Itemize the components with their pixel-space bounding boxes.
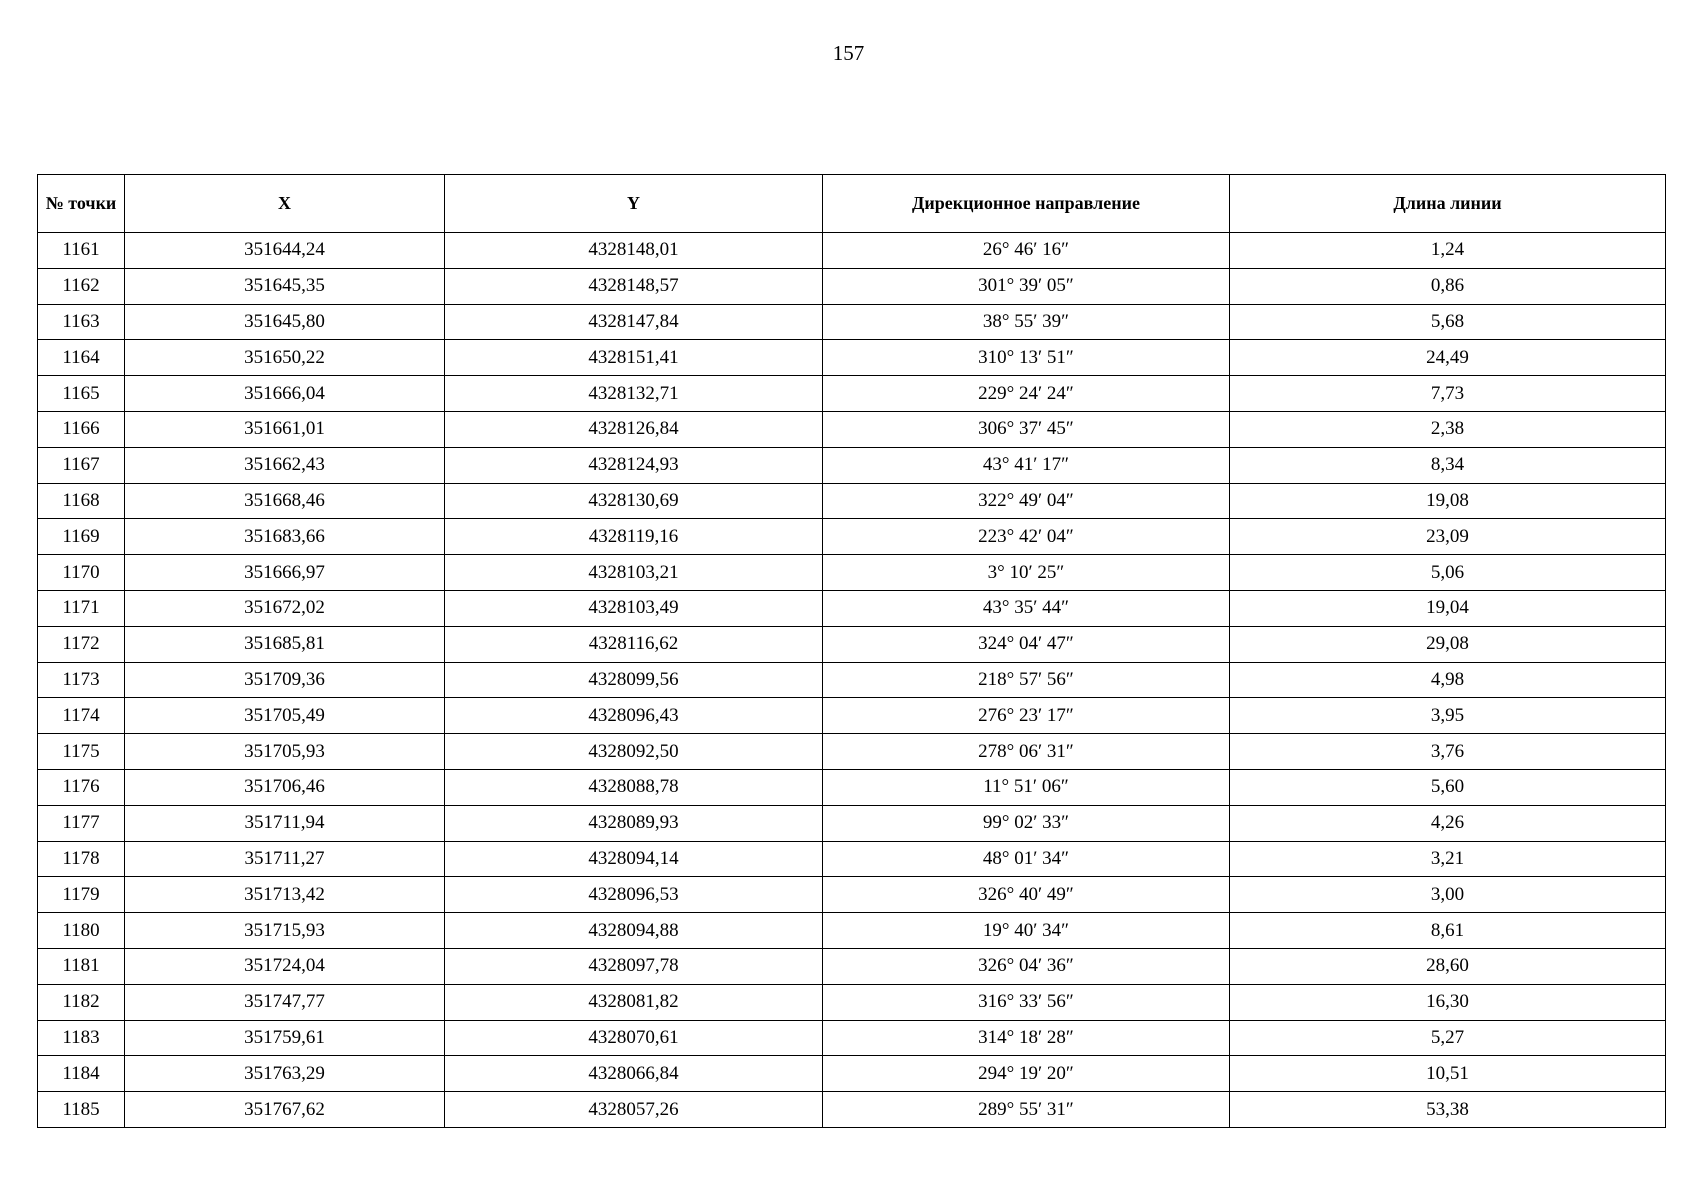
- table-row: [38, 376, 1666, 412]
- cell-x: 351644,24: [125, 233, 445, 269]
- cell-length: 19,04: [1230, 590, 1666, 626]
- cell-x: 351747,77: [125, 984, 445, 1020]
- cell-y: 4328126,84: [445, 411, 823, 447]
- cell-direction: 289° 55′ 31″: [823, 1092, 1230, 1128]
- cell-point-number: 1181: [38, 948, 125, 984]
- cell-y: 4328103,49: [445, 590, 823, 626]
- cell-y: 4328070,61: [445, 1020, 823, 1056]
- table-row: [38, 1020, 1666, 1056]
- cell-y: 4328097,78: [445, 948, 823, 984]
- cell-y: 4328130,69: [445, 483, 823, 519]
- cell-point-number: 1174: [38, 698, 125, 734]
- cell-point-number: 1176: [38, 769, 125, 805]
- table-row: [38, 447, 1666, 483]
- table-row: [38, 590, 1666, 626]
- cell-direction: 324° 04′ 47″: [823, 626, 1230, 662]
- table-row: [38, 805, 1666, 841]
- cell-point-number: 1165: [38, 376, 125, 412]
- cell-y: 4328148,01: [445, 233, 823, 269]
- table-row: [38, 555, 1666, 591]
- table-row: [38, 984, 1666, 1020]
- cell-length: 53,38: [1230, 1092, 1666, 1128]
- cell-direction: 322° 49′ 04″: [823, 483, 1230, 519]
- table-row: [38, 233, 1666, 269]
- table-row: [38, 948, 1666, 984]
- cell-length: 4,98: [1230, 662, 1666, 698]
- cell-y: 4328096,43: [445, 698, 823, 734]
- cell-direction: 326° 40′ 49″: [823, 877, 1230, 913]
- cell-length: 23,09: [1230, 519, 1666, 555]
- cell-length: 2,38: [1230, 411, 1666, 447]
- cell-length: 24,49: [1230, 340, 1666, 376]
- table-header-row: [38, 175, 1666, 233]
- cell-x: 351763,29: [125, 1056, 445, 1092]
- cell-length: 29,08: [1230, 626, 1666, 662]
- table-row: [38, 769, 1666, 805]
- cell-direction: 38° 55′ 39″: [823, 304, 1230, 340]
- cell-point-number: 1169: [38, 519, 125, 555]
- cell-length: 19,08: [1230, 483, 1666, 519]
- cell-x: 351709,36: [125, 662, 445, 698]
- table-body: [38, 233, 1666, 1128]
- table-row: [38, 268, 1666, 304]
- cell-length: 4,26: [1230, 805, 1666, 841]
- cell-x: 351666,04: [125, 376, 445, 412]
- cell-point-number: 1175: [38, 734, 125, 770]
- cell-point-number: 1180: [38, 913, 125, 949]
- table-row: [38, 913, 1666, 949]
- cell-length: 3,95: [1230, 698, 1666, 734]
- cell-y: 4328081,82: [445, 984, 823, 1020]
- table-row: [38, 877, 1666, 913]
- cell-length: 5,27: [1230, 1020, 1666, 1056]
- cell-y: 4328099,56: [445, 662, 823, 698]
- cell-x: 351661,01: [125, 411, 445, 447]
- table-row: [38, 698, 1666, 734]
- cell-y: 4328116,62: [445, 626, 823, 662]
- table-row: [38, 483, 1666, 519]
- cell-direction: 218° 57′ 56″: [823, 662, 1230, 698]
- cell-y: 4328148,57: [445, 268, 823, 304]
- cell-length: 8,61: [1230, 913, 1666, 949]
- cell-point-number: 1173: [38, 662, 125, 698]
- cell-y: 4328092,50: [445, 734, 823, 770]
- cell-y: 4328057,26: [445, 1092, 823, 1128]
- cell-point-number: 1161: [38, 233, 125, 269]
- cell-point-number: 1172: [38, 626, 125, 662]
- table-row: [38, 734, 1666, 770]
- cell-direction: 11° 51′ 06″: [823, 769, 1230, 805]
- cell-point-number: 1171: [38, 590, 125, 626]
- cell-point-number: 1178: [38, 841, 125, 877]
- header-length: Длина линии: [1230, 175, 1666, 233]
- cell-direction: 229° 24′ 24″: [823, 376, 1230, 412]
- cell-direction: 326° 04′ 36″: [823, 948, 1230, 984]
- cell-direction: 43° 41′ 17″: [823, 447, 1230, 483]
- cell-y: 4328088,78: [445, 769, 823, 805]
- cell-direction: 26° 46′ 16″: [823, 233, 1230, 269]
- table-row: [38, 411, 1666, 447]
- cell-x: 351683,66: [125, 519, 445, 555]
- cell-length: 3,76: [1230, 734, 1666, 770]
- cell-x: 351724,04: [125, 948, 445, 984]
- cell-length: 5,68: [1230, 304, 1666, 340]
- cell-x: 351767,62: [125, 1092, 445, 1128]
- cell-length: 8,34: [1230, 447, 1666, 483]
- cell-length: 10,51: [1230, 1056, 1666, 1092]
- cell-direction: 294° 19′ 20″: [823, 1056, 1230, 1092]
- cell-point-number: 1177: [38, 805, 125, 841]
- cell-x: 351672,02: [125, 590, 445, 626]
- cell-y: 4328066,84: [445, 1056, 823, 1092]
- header-y: Y: [445, 175, 823, 233]
- table-row: [38, 304, 1666, 340]
- table-row: [38, 340, 1666, 376]
- cell-x: 351711,27: [125, 841, 445, 877]
- cell-x: 351759,61: [125, 1020, 445, 1056]
- cell-y: 4328089,93: [445, 805, 823, 841]
- cell-length: 5,60: [1230, 769, 1666, 805]
- header-direction: Дирекционное направление: [823, 175, 1230, 233]
- cell-direction: 99° 02′ 33″: [823, 805, 1230, 841]
- cell-x: 351662,43: [125, 447, 445, 483]
- cell-direction: 301° 39′ 05″: [823, 268, 1230, 304]
- cell-direction: 43° 35′ 44″: [823, 590, 1230, 626]
- cell-length: 16,30: [1230, 984, 1666, 1020]
- cell-x: 351685,81: [125, 626, 445, 662]
- cell-length: 5,06: [1230, 555, 1666, 591]
- cell-point-number: 1182: [38, 984, 125, 1020]
- cell-direction: 314° 18′ 28″: [823, 1020, 1230, 1056]
- cell-length: 1,24: [1230, 233, 1666, 269]
- cell-length: 28,60: [1230, 948, 1666, 984]
- cell-y: 4328124,93: [445, 447, 823, 483]
- cell-y: 4328132,71: [445, 376, 823, 412]
- cell-x: 351713,42: [125, 877, 445, 913]
- cell-point-number: 1179: [38, 877, 125, 913]
- cell-direction: 316° 33′ 56″: [823, 984, 1230, 1020]
- cell-length: 3,00: [1230, 877, 1666, 913]
- table-row: [38, 519, 1666, 555]
- header-point-number: № точки: [38, 175, 125, 233]
- cell-direction: 276° 23′ 17″: [823, 698, 1230, 734]
- cell-point-number: 1166: [38, 411, 125, 447]
- cell-y: 4328094,88: [445, 913, 823, 949]
- cell-y: 4328094,14: [445, 841, 823, 877]
- cell-direction: 310° 13′ 51″: [823, 340, 1230, 376]
- table-row: [38, 1092, 1666, 1128]
- cell-point-number: 1168: [38, 483, 125, 519]
- cell-direction: 278° 06′ 31″: [823, 734, 1230, 770]
- cell-direction: 19° 40′ 34″: [823, 913, 1230, 949]
- coordinates-table: [37, 174, 1666, 1128]
- cell-length: 7,73: [1230, 376, 1666, 412]
- cell-y: 4328147,84: [445, 304, 823, 340]
- cell-y: 4328151,41: [445, 340, 823, 376]
- cell-direction: 306° 37′ 45″: [823, 411, 1230, 447]
- cell-x: 351668,46: [125, 483, 445, 519]
- cell-length: 3,21: [1230, 841, 1666, 877]
- cell-point-number: 1183: [38, 1020, 125, 1056]
- cell-direction: 3° 10′ 25″: [823, 555, 1230, 591]
- table-row: [38, 1056, 1666, 1092]
- cell-x: 351705,49: [125, 698, 445, 734]
- cell-point-number: 1170: [38, 555, 125, 591]
- cell-point-number: 1162: [38, 268, 125, 304]
- cell-point-number: 1167: [38, 447, 125, 483]
- cell-point-number: 1164: [38, 340, 125, 376]
- cell-y: 4328096,53: [445, 877, 823, 913]
- table-row: [38, 662, 1666, 698]
- cell-x: 351706,46: [125, 769, 445, 805]
- cell-x: 351711,94: [125, 805, 445, 841]
- page-number: 157: [832, 41, 865, 65]
- cell-direction: 48° 01′ 34″: [823, 841, 1230, 877]
- cell-point-number: 1163: [38, 304, 125, 340]
- table-row: [38, 626, 1666, 662]
- cell-point-number: 1185: [38, 1092, 125, 1128]
- cell-x: 351666,97: [125, 555, 445, 591]
- table-row: [38, 841, 1666, 877]
- cell-length: 0,86: [1230, 268, 1666, 304]
- cell-y: 4328103,21: [445, 555, 823, 591]
- cell-x: 351645,80: [125, 304, 445, 340]
- cell-point-number: 1184: [38, 1056, 125, 1092]
- cell-x: 351645,35: [125, 268, 445, 304]
- cell-x: 351650,22: [125, 340, 445, 376]
- cell-y: 4328119,16: [445, 519, 823, 555]
- cell-x: 351705,93: [125, 734, 445, 770]
- header-x: X: [125, 175, 445, 233]
- cell-x: 351715,93: [125, 913, 445, 949]
- cell-direction: 223° 42′ 04″: [823, 519, 1230, 555]
